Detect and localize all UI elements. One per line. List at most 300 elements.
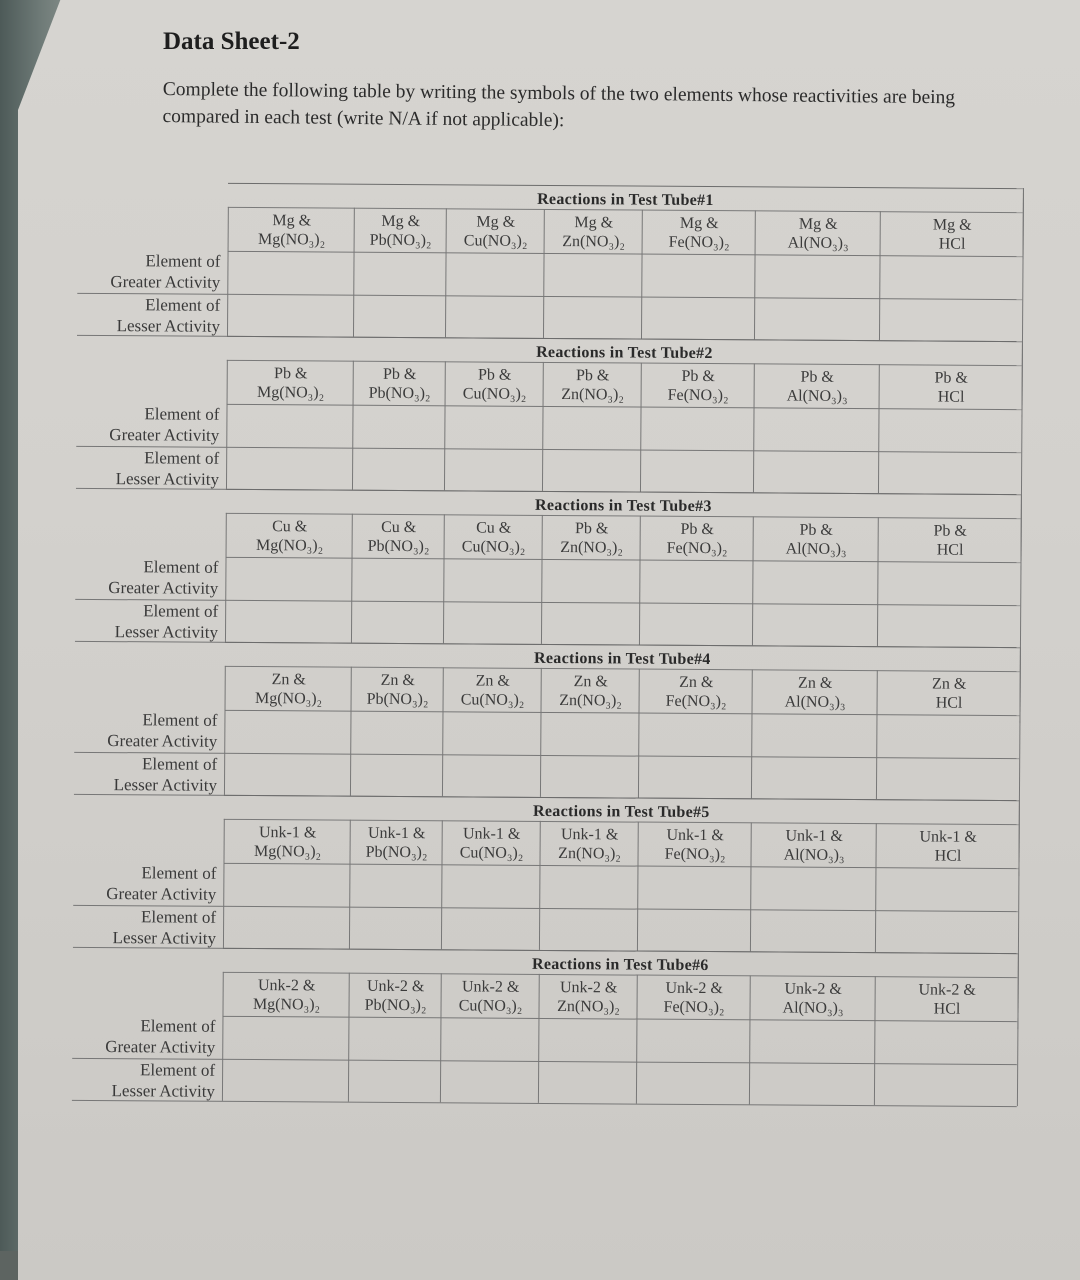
greater-activity-cell[interactable] xyxy=(637,1019,750,1062)
lesser-activity-cell[interactable] xyxy=(755,297,880,340)
solution-label: Fe(NO₃)₂ xyxy=(666,539,728,558)
solution-label: HCl xyxy=(937,388,965,406)
solution-label: Cu(NO₃)₂ xyxy=(461,538,526,556)
row-label-line: Greater Activity xyxy=(105,1037,216,1057)
row-label-line: Greater Activity xyxy=(107,731,218,751)
solution-label: Mg(NO₃)₂ xyxy=(254,690,323,708)
metal-label: Mg & xyxy=(272,212,312,230)
greater-activity-cell[interactable] xyxy=(879,408,1022,451)
lesser-activity-cell[interactable] xyxy=(350,907,442,950)
solution-label: Fe(NO₃)₂ xyxy=(665,692,727,711)
solution-label: Al(NO₃)₃ xyxy=(787,234,849,252)
metal-label: Pb & xyxy=(933,522,967,540)
column-2 xyxy=(352,361,446,491)
test-tube-title: Reactions in Test Tube#1 xyxy=(537,190,714,210)
row-label-line: Element of xyxy=(145,251,221,271)
reactant-pair-label xyxy=(354,365,446,404)
solution-label: Cu(NO₃)₂ xyxy=(462,385,527,403)
metal-label: Mg & xyxy=(381,212,421,231)
column-group xyxy=(225,513,1021,647)
column-group xyxy=(224,666,1020,800)
metal-label: Zn & xyxy=(475,672,510,690)
lesser-activity-cell[interactable] xyxy=(445,448,543,491)
greater-activity-cell[interactable] xyxy=(752,713,877,756)
column-4 xyxy=(541,515,641,645)
greater-activity-cell[interactable] xyxy=(755,254,880,297)
lesser-activity-cell[interactable] xyxy=(224,906,350,949)
column-group xyxy=(226,360,1022,494)
row-label-line: Element of xyxy=(143,601,219,621)
lesser-activity-cell[interactable] xyxy=(444,601,542,644)
solution-label: HCl xyxy=(934,847,962,865)
metal-label: Unk-2 & xyxy=(366,977,425,996)
test-block-3 xyxy=(75,488,1026,647)
column-1 xyxy=(226,360,354,490)
greater-activity-cell[interactable] xyxy=(353,405,445,448)
solution-label: HCl xyxy=(936,541,964,559)
row-label-greater-activity xyxy=(76,403,219,446)
greater-activity-cell[interactable] xyxy=(750,1019,875,1062)
metal-label: Pb & xyxy=(576,367,610,385)
column-5 xyxy=(640,363,755,493)
lesser-activity-cell[interactable] xyxy=(639,756,752,799)
lesser-activity-cell[interactable] xyxy=(446,295,544,338)
solution-label: Fe(NO₃)₂ xyxy=(663,998,725,1017)
lesser-activity-cell[interactable] xyxy=(876,910,1019,953)
reactant-pair-label xyxy=(353,518,445,557)
column-2 xyxy=(350,667,444,797)
reactant-pair-label xyxy=(642,367,755,406)
row-label-greater-activity xyxy=(73,862,216,905)
test-tube-title: Reactions in Test Tube#4 xyxy=(534,649,711,669)
column-7 xyxy=(877,517,1022,647)
column-6 xyxy=(753,363,880,493)
reactant-pair-label xyxy=(351,824,443,863)
reactant-pair-label xyxy=(228,364,354,403)
greater-activity-cell[interactable] xyxy=(878,561,1021,604)
greater-activity-cell[interactable] xyxy=(352,558,444,601)
metal-label: Pb & xyxy=(274,365,308,383)
greater-activity-cell[interactable] xyxy=(642,254,755,297)
row-label-line: Greater Activity xyxy=(106,884,217,904)
right-border xyxy=(1018,800,1020,953)
greater-activity-cell[interactable] xyxy=(354,252,446,295)
solution-label: Cu(NO₃)₂ xyxy=(459,844,524,862)
column-3 xyxy=(441,820,541,950)
greater-activity-cell[interactable] xyxy=(441,1017,539,1060)
metal-label: Mg & xyxy=(476,213,516,231)
greater-activity-cell[interactable] xyxy=(753,560,878,603)
lesser-activity-cell[interactable] xyxy=(354,295,446,338)
reactant-pair-label xyxy=(881,215,1024,254)
reactant-pair-label xyxy=(541,825,639,864)
metal-label: Pb & xyxy=(800,368,834,386)
solution-label: Al(NO₃)₃ xyxy=(785,540,847,558)
column-2 xyxy=(351,514,445,644)
metal-label: Pb & xyxy=(478,366,512,384)
greater-activity-cell[interactable] xyxy=(638,866,751,909)
test-tube-title: Reactions in Test Tube#5 xyxy=(532,802,710,822)
reactant-pair-label xyxy=(355,212,447,251)
row-label-line: Element of xyxy=(143,557,219,577)
row-label-line: Element of xyxy=(144,448,220,468)
test-tube-title: Reactions in Test Tube#2 xyxy=(536,343,713,363)
lesser-activity-cell[interactable] xyxy=(226,600,352,643)
solution-label: Cu(NO₃)₂ xyxy=(463,232,528,250)
reactant-pair-label xyxy=(447,212,545,251)
solution-label: Fe(NO₃)₂ xyxy=(668,233,730,252)
metal-label: Cu & xyxy=(476,519,512,537)
column-group xyxy=(223,819,1019,953)
greater-activity-cell[interactable] xyxy=(542,559,640,602)
lesser-activity-cell[interactable] xyxy=(879,451,1022,494)
solution-label: HCl xyxy=(933,1000,961,1018)
reactant-pair-label xyxy=(544,366,642,405)
greater-activity-cell[interactable] xyxy=(640,560,753,603)
column-group xyxy=(227,207,1023,341)
reactant-pair-label xyxy=(876,827,1019,866)
row-label-line: Lesser Activity xyxy=(114,622,219,642)
lesser-activity-cell[interactable] xyxy=(880,298,1023,341)
metal-label: Unk-1 & xyxy=(785,827,843,845)
lesser-activity-cell[interactable] xyxy=(753,603,878,646)
greater-activity-cell[interactable] xyxy=(350,864,442,907)
column-1 xyxy=(223,819,351,949)
column-4 xyxy=(539,821,639,951)
test-block-5 xyxy=(73,794,1024,953)
solution-label: Pb(NO₃)₂ xyxy=(369,231,432,250)
column-4 xyxy=(538,974,638,1104)
reactant-pair-label xyxy=(755,367,880,406)
lesser-activity-cell[interactable] xyxy=(877,757,1020,800)
greater-activity-cell[interactable] xyxy=(543,406,641,449)
lesser-activity-cell[interactable] xyxy=(750,1062,875,1105)
test-block-2 xyxy=(76,335,1027,494)
greater-activity-cell[interactable] xyxy=(445,405,543,448)
row-label-line: Lesser Activity xyxy=(113,775,218,795)
page-title: Data Sheet-2 xyxy=(163,28,300,55)
lesser-activity-cell[interactable] xyxy=(539,1061,637,1104)
greater-activity-cell[interactable] xyxy=(541,712,639,755)
column-2 xyxy=(348,973,442,1103)
solution-label: Pb(NO₃)₂ xyxy=(367,537,430,556)
solution-label: Mg(NO₃)₂ xyxy=(252,996,321,1014)
solution-label: Zn(NO₃)₂ xyxy=(561,386,625,404)
column-2 xyxy=(353,208,447,338)
solution-label: Pb(NO₃)₂ xyxy=(366,690,429,709)
reactant-pair-label xyxy=(756,214,881,253)
reactant-pair-label xyxy=(641,520,754,559)
reactant-pair-label xyxy=(753,673,878,712)
lesser-activity-cell[interactable] xyxy=(441,1060,539,1103)
reactant-pair-label xyxy=(223,976,349,1015)
greater-activity-cell[interactable] xyxy=(876,867,1019,910)
column-6 xyxy=(750,822,877,952)
row-label-lesser-activity xyxy=(76,447,219,490)
greater-activity-cell[interactable] xyxy=(443,711,541,754)
solution-label: Fe(NO₃)₂ xyxy=(664,845,726,864)
metal-label: Unk-2 & xyxy=(257,977,316,995)
column-1 xyxy=(227,207,355,337)
greater-activity-cell[interactable] xyxy=(641,407,754,450)
reactant-pair-label xyxy=(225,823,351,862)
metal-label: Zn & xyxy=(679,673,714,692)
greater-activity-cell[interactable] xyxy=(880,255,1023,298)
metal-label: Pb & xyxy=(383,365,417,384)
greater-activity-cell[interactable] xyxy=(539,1018,637,1061)
metal-label: Zn & xyxy=(932,675,967,693)
row-label-lesser-activity xyxy=(74,753,217,796)
metal-label: Mg & xyxy=(932,216,972,234)
solution-label: Mg(NO₃)₂ xyxy=(256,384,325,402)
reactant-pair-label xyxy=(545,213,643,252)
solution-label: Mg(NO₃)₂ xyxy=(255,537,324,555)
column-5 xyxy=(637,822,752,952)
reactant-pair-label xyxy=(543,519,641,558)
row-label-greater-activity xyxy=(74,709,217,752)
solution-label: Mg(NO₃)₂ xyxy=(253,843,322,861)
solution-label: Al(NO₃)₃ xyxy=(784,693,846,711)
lesser-activity-cell[interactable] xyxy=(223,1059,349,1102)
reactant-pair-label xyxy=(229,211,355,250)
solution-label: Fe(NO₃)₂ xyxy=(667,386,729,405)
solution-label: Zn(NO₃)₂ xyxy=(557,998,620,1016)
column-4 xyxy=(540,668,640,798)
row-label-line: Element of xyxy=(144,404,220,424)
solution-label: Zn(NO₃)₂ xyxy=(559,692,622,710)
reactant-pair-label xyxy=(879,521,1022,560)
lesser-activity-cell[interactable] xyxy=(227,447,353,490)
column-3 xyxy=(445,208,545,338)
test-tube-title: Reactions in Test Tube#3 xyxy=(535,496,712,516)
right-border xyxy=(1021,341,1023,494)
lesser-activity-cell[interactable] xyxy=(542,602,640,645)
column-1 xyxy=(225,513,353,643)
row-label-line: Element of xyxy=(141,907,217,927)
greater-activity-cell[interactable] xyxy=(544,253,642,296)
solution-label: Pb(NO₃)₂ xyxy=(368,384,431,403)
row-label-line: Greater Activity xyxy=(109,425,220,445)
row-label-line: Lesser Activity xyxy=(115,469,220,489)
lesser-activity-cell[interactable] xyxy=(641,450,754,493)
lesser-activity-cell[interactable] xyxy=(540,908,638,951)
column-6 xyxy=(751,669,878,799)
reactant-pair-label xyxy=(352,671,444,710)
lesser-activity-cell[interactable] xyxy=(228,294,354,337)
column-5 xyxy=(638,669,753,799)
reactant-pair-label xyxy=(539,978,637,1017)
metal-label: Pb & xyxy=(934,369,968,387)
metal-label: Zn & xyxy=(380,671,415,690)
reactivity-table xyxy=(72,182,1028,1106)
greater-activity-cell[interactable] xyxy=(226,557,352,600)
reactant-pair-label xyxy=(878,674,1021,713)
column-6 xyxy=(754,210,881,340)
lesser-activity-cell[interactable] xyxy=(638,909,751,952)
column-4 xyxy=(542,362,642,492)
column-3 xyxy=(444,361,544,491)
greater-activity-cell[interactable] xyxy=(223,1016,349,1059)
greater-activity-cell[interactable] xyxy=(446,252,544,295)
row-label-line: Element of xyxy=(139,1060,216,1080)
metal-label: Pb & xyxy=(681,367,715,386)
reactant-pair-label xyxy=(446,365,544,404)
reactant-pair-label xyxy=(443,824,541,863)
metal-label: Unk-1 & xyxy=(666,826,724,845)
lesser-activity-cell[interactable] xyxy=(541,755,639,798)
column-1 xyxy=(222,972,350,1102)
greater-activity-cell[interactable] xyxy=(875,1020,1018,1063)
reactant-pair-label xyxy=(875,980,1018,1019)
solution-label: Pb(NO₃)₂ xyxy=(364,996,427,1015)
greater-activity-cell[interactable] xyxy=(877,714,1020,757)
metal-label: Zn & xyxy=(798,674,833,692)
metal-label: Unk-1 & xyxy=(560,826,619,844)
row-label-line: Lesser Activity xyxy=(111,1081,216,1101)
lesser-activity-cell[interactable] xyxy=(875,1063,1018,1106)
metal-label: Zn & xyxy=(271,671,306,689)
greater-activity-cell[interactable] xyxy=(351,711,443,754)
right-border xyxy=(1022,188,1024,341)
lesser-activity-cell[interactable] xyxy=(640,603,753,646)
lesser-activity-cell[interactable] xyxy=(543,449,641,492)
right-border xyxy=(1017,953,1019,1106)
solution-label: Pb(NO₃)₂ xyxy=(365,843,428,862)
lesser-activity-cell[interactable] xyxy=(443,754,541,797)
greater-activity-cell[interactable] xyxy=(224,863,350,906)
solution-label: Al(NO₃)₃ xyxy=(786,387,848,405)
solution-label: Cu(NO₃)₂ xyxy=(458,997,523,1015)
lesser-activity-cell[interactable] xyxy=(637,1062,750,1105)
row-label-lesser-activity xyxy=(77,294,220,337)
column-6 xyxy=(752,516,879,646)
column-1 xyxy=(224,666,352,796)
column-5 xyxy=(641,210,756,340)
reactant-pair-label xyxy=(542,672,640,711)
reactant-pair-label xyxy=(639,826,752,865)
reactant-pair-label xyxy=(640,673,753,712)
test-tube-title: Reactions in Test Tube#6 xyxy=(531,955,709,975)
solution-label: HCl xyxy=(935,694,963,712)
lesser-activity-cell[interactable] xyxy=(752,756,877,799)
metal-label: Unk-2 & xyxy=(665,979,723,998)
greater-activity-cell[interactable] xyxy=(754,407,879,450)
greater-activity-cell[interactable] xyxy=(540,865,638,908)
reactant-pair-label xyxy=(227,517,353,556)
row-label-lesser-activity xyxy=(75,600,218,643)
row-label-line: Greater Activity xyxy=(108,578,219,598)
metal-label: Unk-2 & xyxy=(784,980,842,998)
row-label-line: Element of xyxy=(141,863,217,883)
lesser-activity-cell[interactable] xyxy=(751,909,876,952)
greater-activity-cell[interactable] xyxy=(639,713,752,756)
test-block-6 xyxy=(72,947,1023,1106)
reactant-pair-label xyxy=(226,670,352,709)
column-5 xyxy=(639,516,754,646)
metal-label: Unk-1 & xyxy=(919,828,977,846)
row-label-greater-activity xyxy=(77,250,220,293)
greater-activity-cell[interactable] xyxy=(444,558,542,601)
lesser-activity-cell[interactable] xyxy=(544,296,642,339)
metal-label: Mg & xyxy=(574,214,614,232)
reactant-pair-label xyxy=(637,979,750,1018)
column-7 xyxy=(879,211,1024,341)
row-label-lesser-activity xyxy=(72,1059,215,1102)
reactant-pair-label xyxy=(643,214,756,253)
solution-label: HCl xyxy=(938,235,966,253)
metal-label: Zn & xyxy=(573,673,608,691)
column-7 xyxy=(876,670,1021,800)
metal-label: Mg & xyxy=(798,215,838,233)
solution-label: Zn(NO₃)₂ xyxy=(558,845,621,863)
row-label-line: Element of xyxy=(145,295,221,315)
lesser-activity-cell[interactable] xyxy=(352,601,444,644)
lesser-activity-cell[interactable] xyxy=(351,754,443,797)
metal-label: Unk-1 & xyxy=(367,824,426,843)
lesser-activity-cell[interactable] xyxy=(353,448,445,491)
solution-label: Zn(NO₃)₂ xyxy=(562,233,626,251)
row-label-greater-activity xyxy=(75,556,218,599)
column-6 xyxy=(749,975,876,1105)
test-block-1 xyxy=(77,182,1028,341)
column-4 xyxy=(543,209,643,339)
row-label-greater-activity xyxy=(72,1015,215,1058)
solution-label: Cu(NO₃)₂ xyxy=(460,691,525,709)
metal-label: Unk-2 & xyxy=(461,978,520,996)
row-label-line: Element of xyxy=(142,754,218,774)
column-2 xyxy=(349,820,443,950)
row-label-line: Greater Activity xyxy=(110,272,221,292)
solution-label: Al(NO₃)₃ xyxy=(783,846,845,864)
lesser-activity-cell[interactable] xyxy=(225,753,351,796)
row-label-line: Lesser Activity xyxy=(112,928,217,948)
metal-label: Mg & xyxy=(679,214,719,233)
solution-label: Zn(NO₃)₂ xyxy=(560,539,623,557)
greater-activity-cell[interactable] xyxy=(751,866,876,909)
metal-label: Pb & xyxy=(680,520,714,539)
row-label-line: Element of xyxy=(142,710,218,730)
reactant-pair-label xyxy=(750,979,875,1018)
reactant-pair-label xyxy=(349,977,441,1016)
greater-activity-cell[interactable] xyxy=(225,710,351,753)
row-label-line: Element of xyxy=(140,1016,216,1036)
greater-activity-cell[interactable] xyxy=(227,404,353,447)
metal-label: Unk-1 & xyxy=(258,824,317,842)
metal-label: Unk-2 & xyxy=(918,981,976,999)
column-7 xyxy=(875,823,1020,953)
row-label-line: Lesser Activity xyxy=(116,316,221,336)
instructions-text: Complete the following table by writing the symbols of the two elements whose reactivities are being compared in each test (write N/A if not applicable): xyxy=(162,78,956,132)
reactant-pair-label xyxy=(754,520,879,559)
column-7 xyxy=(878,364,1023,494)
metal-label: Cu & xyxy=(272,518,308,536)
metal-label: Cu & xyxy=(381,518,417,537)
lesser-activity-cell[interactable] xyxy=(754,450,879,493)
lesser-activity-cell[interactable] xyxy=(442,907,540,950)
greater-activity-cell[interactable] xyxy=(228,251,354,294)
metal-label: Unk-2 & xyxy=(559,979,618,997)
greater-activity-cell[interactable] xyxy=(442,864,540,907)
right-border xyxy=(1020,494,1022,647)
greater-activity-cell[interactable] xyxy=(349,1017,441,1060)
column-3 xyxy=(442,667,542,797)
lesser-activity-cell[interactable] xyxy=(349,1060,441,1103)
lesser-activity-cell[interactable] xyxy=(642,297,755,340)
column-group xyxy=(222,972,1018,1106)
lesser-activity-cell[interactable] xyxy=(878,604,1021,647)
column-3 xyxy=(443,514,543,644)
solution-label: Al(NO₃)₃ xyxy=(782,999,844,1017)
